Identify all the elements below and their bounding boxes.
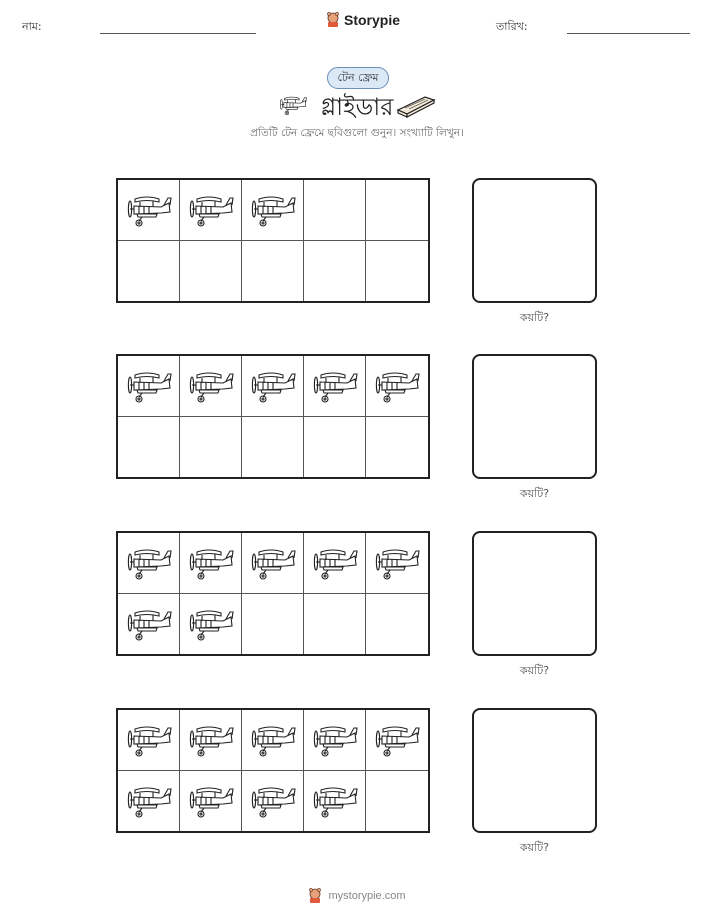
ten-frame-cell <box>242 771 304 832</box>
name-label: নাম: <box>22 20 42 33</box>
ten-frame <box>116 708 430 833</box>
ten-frame-cell <box>304 417 366 478</box>
ten-frame-cell <box>118 710 180 771</box>
brand-name: Storypie <box>344 12 401 28</box>
glider-icon <box>125 192 173 228</box>
ten-frame-cell <box>366 594 428 655</box>
ten-frame-cell <box>242 356 304 417</box>
ten-frame-cell <box>242 533 304 594</box>
ten-frame-cell <box>366 710 428 771</box>
ten-frame-cell <box>242 417 304 478</box>
glider-icon <box>373 368 421 404</box>
ten-frame-cell <box>242 594 304 655</box>
ten-frame-cell <box>366 241 428 302</box>
glider-icon <box>311 545 359 581</box>
glider-icon <box>249 722 297 758</box>
how-many-label: কয়টি? <box>519 664 550 677</box>
ten-frame-cell <box>366 180 428 241</box>
glider-icon <box>187 545 235 581</box>
ten-frame <box>116 178 430 303</box>
glider-icon <box>187 606 235 642</box>
ten-frame-cell <box>118 594 180 655</box>
glider-icon <box>311 722 359 758</box>
glider-icon <box>187 192 235 228</box>
glider-icon <box>249 368 297 404</box>
ten-frame-cell <box>304 356 366 417</box>
how-many-label: কয়টি? <box>519 487 550 500</box>
glider-icon <box>125 722 173 758</box>
answer-box[interactable] <box>472 178 597 303</box>
how-many-label: কয়টি? <box>519 311 550 324</box>
ten-frame-cell <box>242 180 304 241</box>
ten-frame-cell <box>366 533 428 594</box>
answer-box[interactable] <box>472 354 597 479</box>
ten-frame-cell <box>180 241 242 302</box>
glider-icon <box>125 606 173 642</box>
storypie-logo-icon <box>326 12 340 28</box>
ten-frame-badge: টেন ফ্রেম <box>327 67 389 89</box>
answer-box[interactable] <box>472 708 597 833</box>
ten-frame-cell <box>180 356 242 417</box>
ten-frame-cell <box>118 771 180 832</box>
ten-frame-cell <box>304 710 366 771</box>
ten-frame-cell <box>180 771 242 832</box>
ten-frame-cell <box>118 533 180 594</box>
ten-frame-cell <box>118 417 180 478</box>
answer-box[interactable] <box>472 531 597 656</box>
ten-frame-cell <box>304 594 366 655</box>
date-label: তারিখ: <box>496 20 528 33</box>
ten-frame-cell <box>242 241 304 302</box>
glider-icon <box>373 722 421 758</box>
glider-icon <box>249 783 297 819</box>
glider-icon <box>125 545 173 581</box>
date-line[interactable] <box>567 33 690 34</box>
glider-icon <box>125 368 173 404</box>
footer-site: mystorypie.com <box>328 890 406 902</box>
ten-frame-cell <box>180 417 242 478</box>
glider-icon <box>311 368 359 404</box>
ten-frame-cell <box>180 533 242 594</box>
ten-frame-cell <box>180 710 242 771</box>
glider-icon <box>373 545 421 581</box>
ten-frame <box>116 354 430 479</box>
ten-frame-cell <box>304 241 366 302</box>
glider-icon <box>187 368 235 404</box>
brand <box>326 12 400 28</box>
ten-frame-cell <box>304 180 366 241</box>
wood-block-icon <box>395 92 437 118</box>
glider-icon <box>187 722 235 758</box>
instruction: প্রতিটি টেন ফ্রেমে ছবিগুলো গুনুন। সংখ্যাটি লিখুন। <box>250 127 464 139</box>
ten-frame-cell <box>242 710 304 771</box>
ten-frame-cell <box>366 356 428 417</box>
ten-frame-cell <box>366 771 428 832</box>
ten-frame-cell <box>180 594 242 655</box>
glider-icon <box>249 545 297 581</box>
ten-frame-cell <box>304 533 366 594</box>
storypie-logo-icon <box>308 888 322 904</box>
page-title: গ্লাইডার <box>320 93 394 121</box>
glider-icon <box>187 783 235 819</box>
how-many-label: কয়টি? <box>519 841 550 854</box>
name-line[interactable] <box>100 33 256 34</box>
ten-frame-cell <box>118 356 180 417</box>
glider-icon <box>125 783 173 819</box>
footer <box>0 888 714 904</box>
glider-icon <box>311 783 359 819</box>
ten-frame-cell <box>118 241 180 302</box>
glider-icon <box>249 192 297 228</box>
ten-frame-cell <box>304 771 366 832</box>
ten-frame-cell <box>180 180 242 241</box>
ten-frame-cell <box>366 417 428 478</box>
ten-frame <box>116 531 430 656</box>
ten-frame-cell <box>118 180 180 241</box>
